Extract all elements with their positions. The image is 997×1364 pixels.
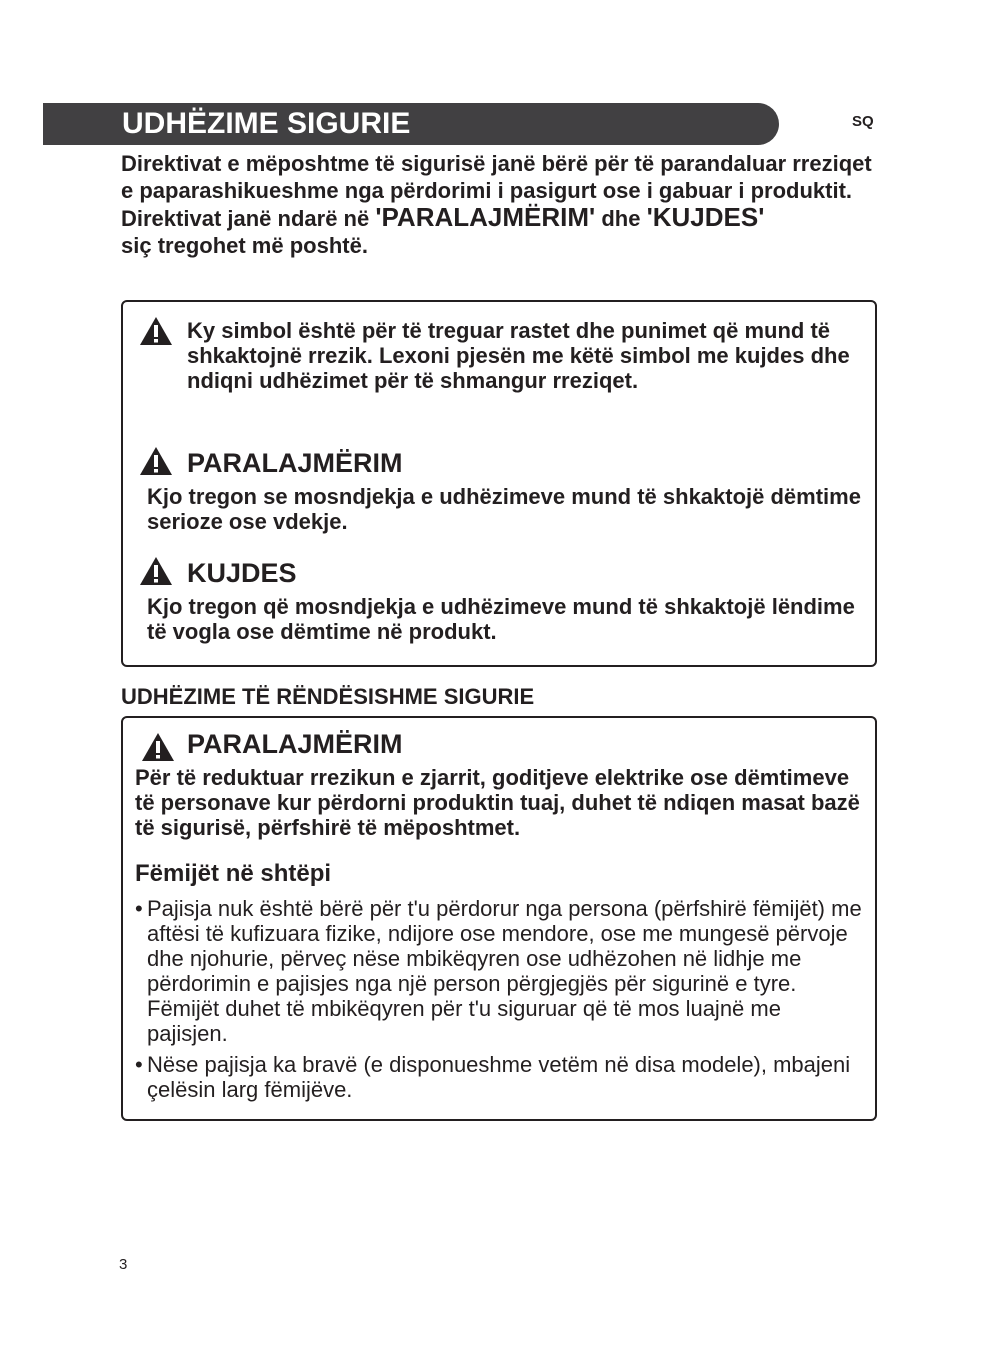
language-code: SQ bbox=[852, 113, 874, 130]
warning-heading: PARALAJMËRIM bbox=[187, 729, 403, 759]
caution-triangle-icon bbox=[139, 556, 173, 586]
intro-text bbox=[121, 150, 881, 259]
important-safety-box bbox=[121, 716, 877, 1121]
list-item: • Pajisja nuk është bërë për t'u përdorur nga persona (përfshirë fëmijët) me aftësi të kufizuara fizike, ndijore ose mendore, ose me mungesë përvoje dhe njohurie, përveç nëse mbikëqyren ose udhëzohen në lidhje me përdorimin e pajisjes nga një person përgjegjës për sigurinë e tyre. Fëmijët duhet të mbikëqyren për t'u siguruar që të mos luajnë me pajisjen. bbox=[135, 896, 863, 1046]
page-title: UDHËZIME SIGURIE bbox=[122, 107, 411, 140]
intro-line-2 bbox=[121, 204, 881, 232]
warning-keyword: 'PARALAJMËRIM' bbox=[375, 202, 596, 232]
intro-line-1: Direktivat e mëposhtme të sigurisë janë bërë për të parandaluar rreziqet e paparashikueshme nga përdorimi i pasigurt ose i gabuar i produktit. bbox=[121, 151, 872, 203]
warning-triangle-icon bbox=[141, 732, 175, 762]
caution-keyword: 'KUJDES' bbox=[646, 202, 765, 232]
warning-description: Kjo tregon se mosndjekja e udhëzimeve mund të shkaktojë dëmtime serioze ose vdekje. bbox=[147, 484, 861, 534]
page-number: 3 bbox=[119, 1256, 128, 1273]
warning-triangle-icon bbox=[139, 446, 173, 476]
symbol-description: Ky simbol është për të treguar rastet dhe punimet që mund të shkaktojnë rrezik. Lexoni pjesën me këtë simbol me kujdes dhe ndiqni udhëzimet për të shmangur rreziqet. bbox=[187, 318, 850, 393]
caution-heading: KUJDES bbox=[187, 558, 297, 588]
intro-line-2-start: Direktivat janë ndarë në bbox=[121, 206, 376, 231]
intro-line-2-end: siç tregohet më poshtë. bbox=[121, 233, 368, 258]
list-item: • Nëse pajisja ka bravë (e disponueshme vetëm në disa modele), mbajeni çelësin larg fëmijëve. bbox=[135, 1052, 863, 1102]
warning-description: Për të reduktuar rrezikun e zjarrit, goditjeve elektrike ose dëmtimeve të personave kur përdorni produktin tuaj, duhet të ndiqen masat bazë të sigurisë, përfshirë të mëposhtmet. bbox=[135, 765, 860, 840]
symbol-legend-box bbox=[121, 300, 877, 667]
children-subheading: Fëmijët në shtëpi bbox=[135, 860, 332, 887]
warning-heading: PARALAJMËRIM bbox=[187, 448, 403, 478]
title-banner bbox=[43, 103, 779, 145]
warning-triangle-icon bbox=[139, 316, 173, 346]
children-bullet-list bbox=[135, 896, 863, 1108]
caution-description: Kjo tregon që mosndjekja e udhëzimeve mund të shkaktojë lëndime të vogla ose dëmtime në produkt. bbox=[147, 594, 855, 644]
section-heading: UDHËZIME TË RËNDËSISHME SIGURIE bbox=[121, 684, 535, 709]
and-word: dhe bbox=[595, 206, 647, 231]
